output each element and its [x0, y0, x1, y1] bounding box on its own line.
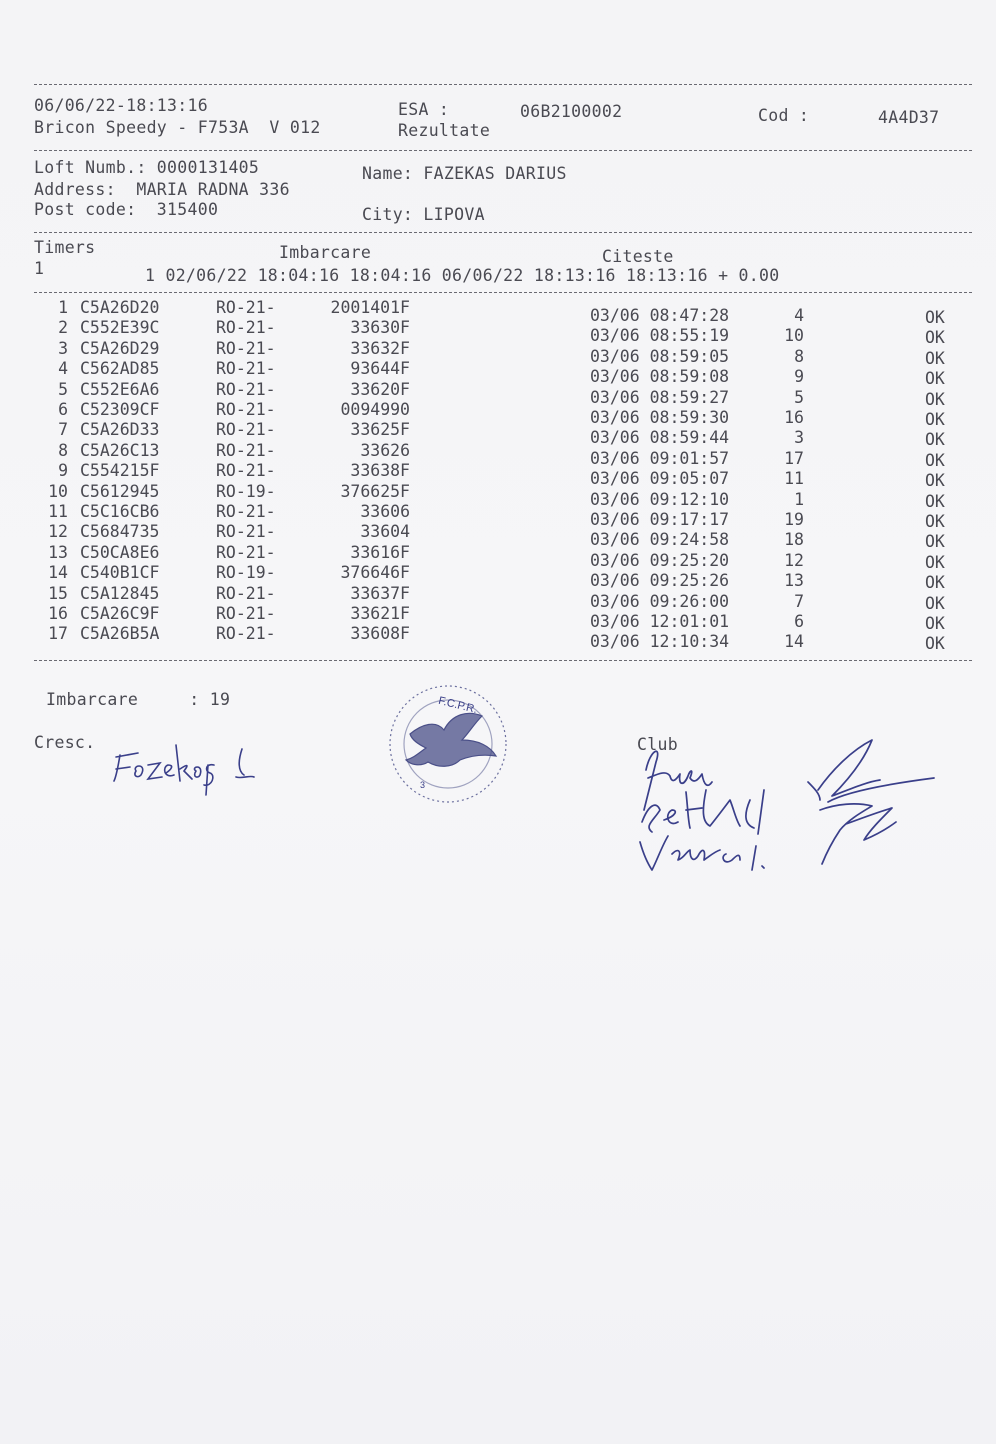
- ring-prefix: RO-21-: [216, 604, 276, 623]
- chip-id: C552E6A6: [80, 379, 160, 399]
- row-number: 15: [48, 583, 68, 603]
- chip-id: C554215F: [80, 461, 160, 481]
- arrival-time: 03/06 08:55:19: [590, 326, 730, 346]
- chip-id: C5A26C9F: [80, 604, 160, 623]
- timer-index: 1: [34, 259, 45, 278]
- status: OK: [925, 450, 945, 470]
- ring-number: 376646F: [340, 563, 410, 583]
- rank: 12: [784, 550, 804, 570]
- chip-id: C552E39C: [80, 318, 160, 338]
- ring-number: 33630F: [350, 318, 410, 338]
- rank: 17: [784, 448, 804, 468]
- arrival-time: 03/06 08:59:30: [590, 408, 730, 427]
- arrival-time: 03/06 09:25:26: [590, 571, 730, 591]
- cresc-label: Cresc.: [34, 733, 96, 752]
- ring-number: 33632F: [350, 338, 410, 358]
- row-number: 6: [58, 400, 68, 419]
- device-label: Bricon Speedy - F753A V 012: [34, 118, 321, 137]
- ring-number: 33604: [360, 522, 410, 542]
- status: OK: [925, 328, 945, 348]
- chip-id: C5612945: [80, 481, 160, 501]
- chip-id: C5A12845: [80, 583, 160, 603]
- ring-number: 376625F: [340, 481, 410, 501]
- row-number: 12: [48, 522, 68, 542]
- breeder-signature: [110, 735, 270, 805]
- esa-value: 06B2100002: [520, 102, 623, 121]
- status: OK: [925, 532, 945, 552]
- status: OK: [925, 614, 945, 633]
- ring-prefix: RO-21-: [216, 338, 276, 358]
- rank: 8: [794, 346, 804, 366]
- ring-number: 33608F: [350, 624, 410, 644]
- status: OK: [925, 410, 945, 429]
- arrival-time: 03/06 08:59:08: [590, 367, 730, 387]
- esa-label: ESA :: [398, 100, 450, 119]
- ring-number: 93644F: [350, 359, 410, 379]
- timer-row: 1 02/06/22 18:04:16 18:04:16 06/06/22 18:13:16 18:13:16 + 0.00: [145, 266, 780, 285]
- status: OK: [925, 471, 945, 491]
- divider-header: [34, 150, 972, 151]
- chip-id: C5A26B5A: [80, 624, 160, 644]
- ring-prefix: RO-21-: [216, 583, 276, 603]
- row-number: 13: [48, 542, 68, 562]
- ring-number: 33616F: [350, 542, 410, 562]
- rank: 4: [794, 306, 804, 325]
- rank: 1: [794, 489, 804, 509]
- ring-prefix: RO-21-: [216, 400, 276, 419]
- status: OK: [925, 634, 945, 654]
- divider-top: [34, 84, 972, 85]
- arrival-time: 03/06 08:59:27: [590, 387, 730, 407]
- arrival-time: 03/06 08:59:44: [590, 428, 730, 448]
- arrival-time: 03/06 09:17:17: [590, 510, 730, 529]
- chip-id: C5A26D33: [80, 420, 160, 440]
- signature-fucs: [644, 751, 712, 810]
- ring-prefix: RO-19-: [216, 481, 276, 501]
- status: OK: [925, 369, 945, 389]
- status: OK: [925, 491, 945, 511]
- arrival-time: 03/06 09:26:00: [590, 591, 730, 611]
- row-number: 7: [58, 420, 68, 440]
- rank: 11: [784, 469, 804, 489]
- ring-number: 33638F: [350, 461, 410, 481]
- ring-prefix: RO-21-: [216, 318, 276, 338]
- ring-prefix: RO-21-: [216, 502, 276, 521]
- address: Address: MARIA RADNA 336: [34, 180, 290, 199]
- row-number: 9: [58, 461, 68, 481]
- ring-prefix: RO-21-: [216, 298, 276, 317]
- print-datetime: 06/06/22-18:13:16: [34, 96, 208, 115]
- ring-number: 0094990: [340, 400, 410, 419]
- loft-number: Loft Numb.: 0000131405: [34, 158, 260, 177]
- signature-varnai: [640, 836, 764, 870]
- ring-prefix: RO-21-: [216, 522, 276, 542]
- stamp-number: 3: [420, 780, 426, 790]
- cod-label: Cod :: [758, 106, 810, 125]
- citeste-header: Citeste: [602, 247, 674, 266]
- row-number: 17: [48, 624, 68, 644]
- row-number: 10: [48, 481, 68, 501]
- club-stamp: [382, 664, 514, 814]
- rank: 3: [794, 428, 804, 448]
- rezultate-label: Rezultate: [398, 121, 491, 140]
- chip-id: C5A26D20: [80, 298, 160, 317]
- chip-id: C562AD85: [80, 359, 160, 379]
- rank: 9: [794, 367, 804, 387]
- status: OK: [925, 348, 945, 368]
- chip-id: C5C16CB6: [80, 502, 160, 521]
- row-number: 5: [58, 379, 68, 399]
- rank: 10: [784, 326, 804, 346]
- arrival-time: 03/06 12:10:34: [590, 632, 730, 652]
- ring-number: 2001401F: [330, 298, 410, 317]
- rank: 5: [794, 387, 804, 407]
- rank: 18: [784, 530, 804, 550]
- row-number: 14: [48, 563, 68, 583]
- rank: 7: [794, 591, 804, 611]
- row-number: 11: [48, 502, 68, 521]
- city: City: LIPOVA: [362, 205, 485, 224]
- rank: 19: [784, 510, 804, 529]
- chip-id: C52309CF: [80, 400, 160, 419]
- signature-right: [808, 740, 934, 864]
- ring-prefix: RO-21-: [216, 420, 276, 440]
- ring-prefix: RO-21-: [216, 624, 276, 644]
- rank: 13: [784, 571, 804, 591]
- divider-bottom: [34, 660, 972, 661]
- signature-seffert: [642, 790, 764, 834]
- ring-prefix: RO-21-: [216, 461, 276, 481]
- club-label: Club: [637, 735, 678, 754]
- arrival-time: 03/06 09:12:10: [590, 489, 730, 509]
- status: OK: [925, 389, 945, 409]
- ring-number: 33620F: [350, 379, 410, 399]
- arrival-time: 03/06 08:47:28: [590, 306, 730, 325]
- ring-number: 33606: [360, 502, 410, 521]
- chip-id: C5A26C13: [80, 440, 160, 460]
- arrival-time: 03/06 09:24:58: [590, 530, 730, 550]
- ring-number: 33625F: [350, 420, 410, 440]
- status: OK: [925, 552, 945, 572]
- arrival-time: 03/06 09:01:57: [590, 448, 730, 468]
- chip-id: C50CA8E6: [80, 542, 160, 562]
- rank: 14: [784, 632, 804, 652]
- status: OK: [925, 573, 945, 593]
- divider-loft: [34, 232, 972, 233]
- status: OK: [925, 593, 945, 613]
- ring-number: 33621F: [350, 604, 410, 623]
- ring-prefix: RO-21-: [216, 542, 276, 562]
- status: OK: [925, 512, 945, 531]
- stamp-fcpr: F.C.P.R.: [437, 694, 479, 716]
- arrival-time: 03/06 09:05:07: [590, 469, 730, 489]
- chip-id: C5A26D29: [80, 338, 160, 358]
- ring-prefix: RO-21-: [216, 440, 276, 460]
- club-signatures: [632, 730, 942, 880]
- row-number: 2: [58, 318, 68, 338]
- chip-id: C540B1CF: [80, 563, 160, 583]
- divider-timers: [34, 292, 972, 293]
- arrival-time: 03/06 12:01:01: [590, 612, 730, 631]
- ring-number: 33637F: [350, 583, 410, 603]
- row-number: 16: [48, 604, 68, 623]
- row-number: 8: [58, 440, 68, 460]
- ring-prefix: RO-21-: [216, 379, 276, 399]
- row-number: 1: [58, 298, 68, 317]
- row-number: 3: [58, 338, 68, 358]
- status: OK: [925, 308, 945, 327]
- ring-prefix: RO-21-: [216, 359, 276, 379]
- ring-prefix: RO-19-: [216, 563, 276, 583]
- rank: 16: [784, 408, 804, 427]
- status: OK: [925, 430, 945, 450]
- imbarcare-header: Imbarcare: [279, 243, 372, 262]
- timers-label: Timers: [34, 238, 96, 257]
- cod-value: 4A4D37: [878, 108, 940, 127]
- arrival-time: 03/06 08:59:05: [590, 346, 730, 366]
- row-number: 4: [58, 359, 68, 379]
- post-code: Post code: 315400: [34, 200, 219, 219]
- arrival-time: 03/06 09:25:20: [590, 550, 730, 570]
- chip-id: C5684735: [80, 522, 160, 542]
- rank: 6: [794, 612, 804, 631]
- ring-number: 33626: [360, 440, 410, 460]
- imbarcare-total: Imbarcare : 19: [46, 690, 231, 709]
- owner-name: Name: FAZEKAS DARIUS: [362, 164, 567, 183]
